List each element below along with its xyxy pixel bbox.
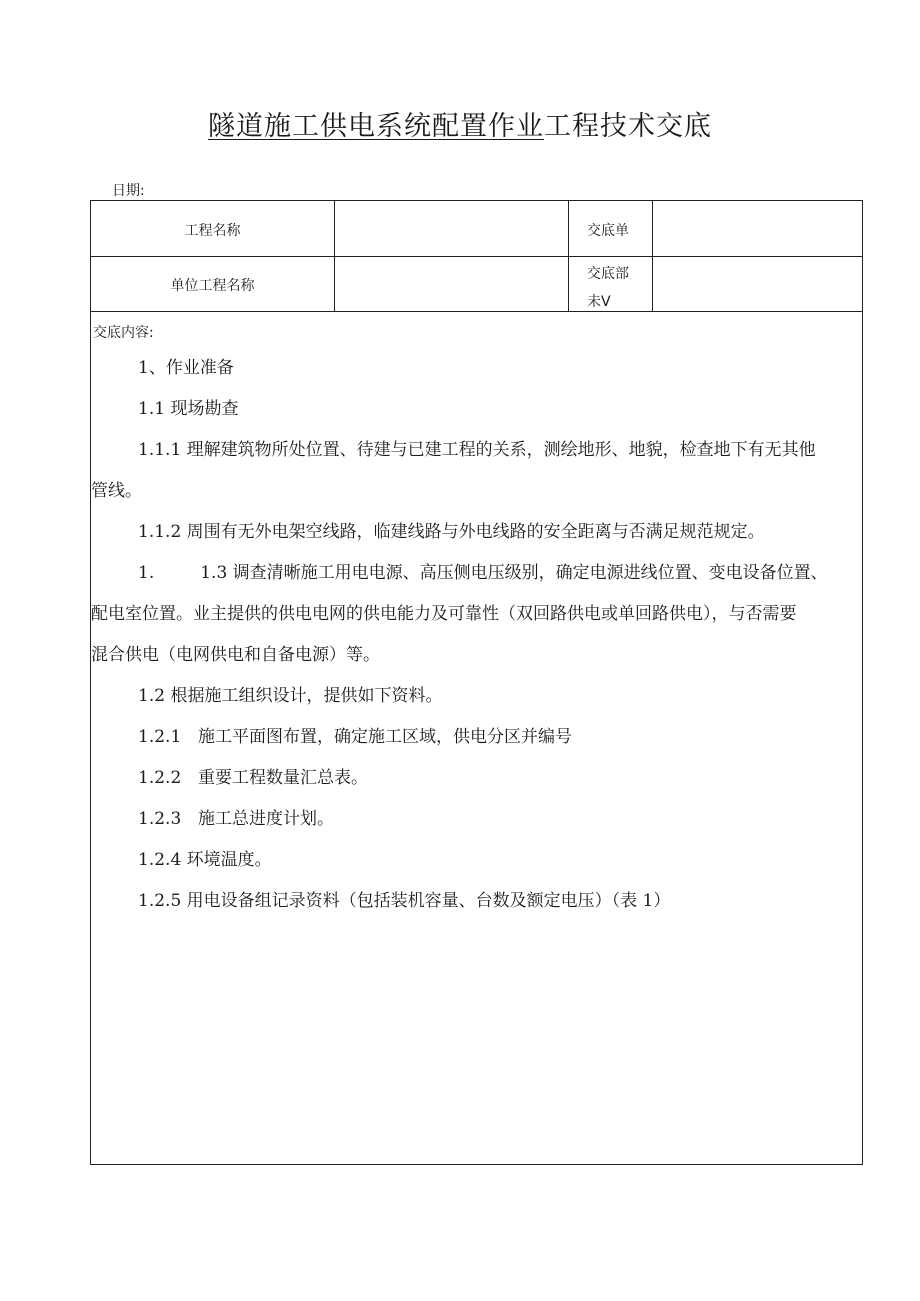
- item-1-2-5: 1.2.5 用电设备组记录资料（包括装机容量、台数及额定电压）（表 1）: [138, 891, 671, 911]
- item-1-2-1: [91, 717, 864, 758]
- project-name-label: 工程名称: [184, 223, 241, 239]
- item-1-2-4: 1.2.4 环境温度。: [138, 850, 272, 870]
- title-underlined: 隧道施工供电系统配置作业: [208, 111, 544, 142]
- document-title: [0, 104, 920, 143]
- title-rest: 工程技术交底: [544, 111, 712, 142]
- unit-project-label: 单位工程名称: [170, 278, 255, 294]
- item-1-1-1: [91, 430, 864, 512]
- unit-project-value[interactable]: [334, 256, 568, 311]
- item-1-2-3-num: 1.2.3: [138, 809, 182, 829]
- handover-dept-value[interactable]: [652, 256, 864, 311]
- item-1-2-1-text: 施工平面图布置，确定施工区域，供电分区并编号: [198, 727, 572, 747]
- item-1-1-2: 1.1.2 周围有无外电架空线路，临建线路与外电线路的安全距离与否满足规范规定。: [138, 522, 765, 542]
- item-1-2-1-num: 1.2.1: [138, 727, 182, 747]
- item-1-1-3-num: 1.: [138, 563, 155, 583]
- item-1-2-2-num: 1.2.2: [138, 768, 182, 788]
- item-1-1-3-line1: 1.3 调查清晰施工用电电源、高压侧电压级别，确定电源进线位置、变电设备位置、: [200, 563, 828, 583]
- item-1-1-3-line3: 混合供电（电网供电和自备电源）等。: [91, 645, 380, 665]
- section-1-1: 1.1 现场勘查: [138, 399, 239, 419]
- item-1-1-3-line2: 配电室位置。业主提供的供电电网的供电能力及可靠性（双回路供电或单回路供电），与否需要: [91, 604, 797, 624]
- section-1: 1、作业准备: [138, 358, 234, 378]
- row-divider: [91, 311, 862, 312]
- item-1-2-3: [91, 799, 864, 840]
- item-1-2-3-text: 施工总进度计划。: [198, 809, 334, 829]
- date-label: 日期:: [112, 183, 145, 199]
- item-1-1-1-line2: 管线。: [91, 481, 142, 501]
- handover-content: [91, 322, 864, 922]
- content-label: 交底内容:: [93, 325, 154, 341]
- handover-dept-label: 交底部: [587, 266, 629, 282]
- item-1-1-1-line1: 1.1.1 理解建筑物所处位置、待建与已建工程的关系，测绘地形、地貌，检查地下有无其他: [138, 440, 816, 460]
- handover-unit-value[interactable]: [652, 201, 864, 256]
- handover-form: [90, 200, 863, 1165]
- section-1-2: 1.2 根据施工组织设计，提供如下资料。: [138, 686, 443, 706]
- handover-dept-label-2: 未V: [587, 294, 611, 310]
- item-1-2-2: [91, 758, 864, 799]
- item-1-1-3: [91, 553, 864, 676]
- handover-unit-label: 交底单: [587, 223, 629, 239]
- project-name-value[interactable]: [334, 201, 568, 256]
- col-divider: [568, 201, 569, 311]
- item-1-2-2-text: 重要工程数量汇总表。: [198, 768, 368, 788]
